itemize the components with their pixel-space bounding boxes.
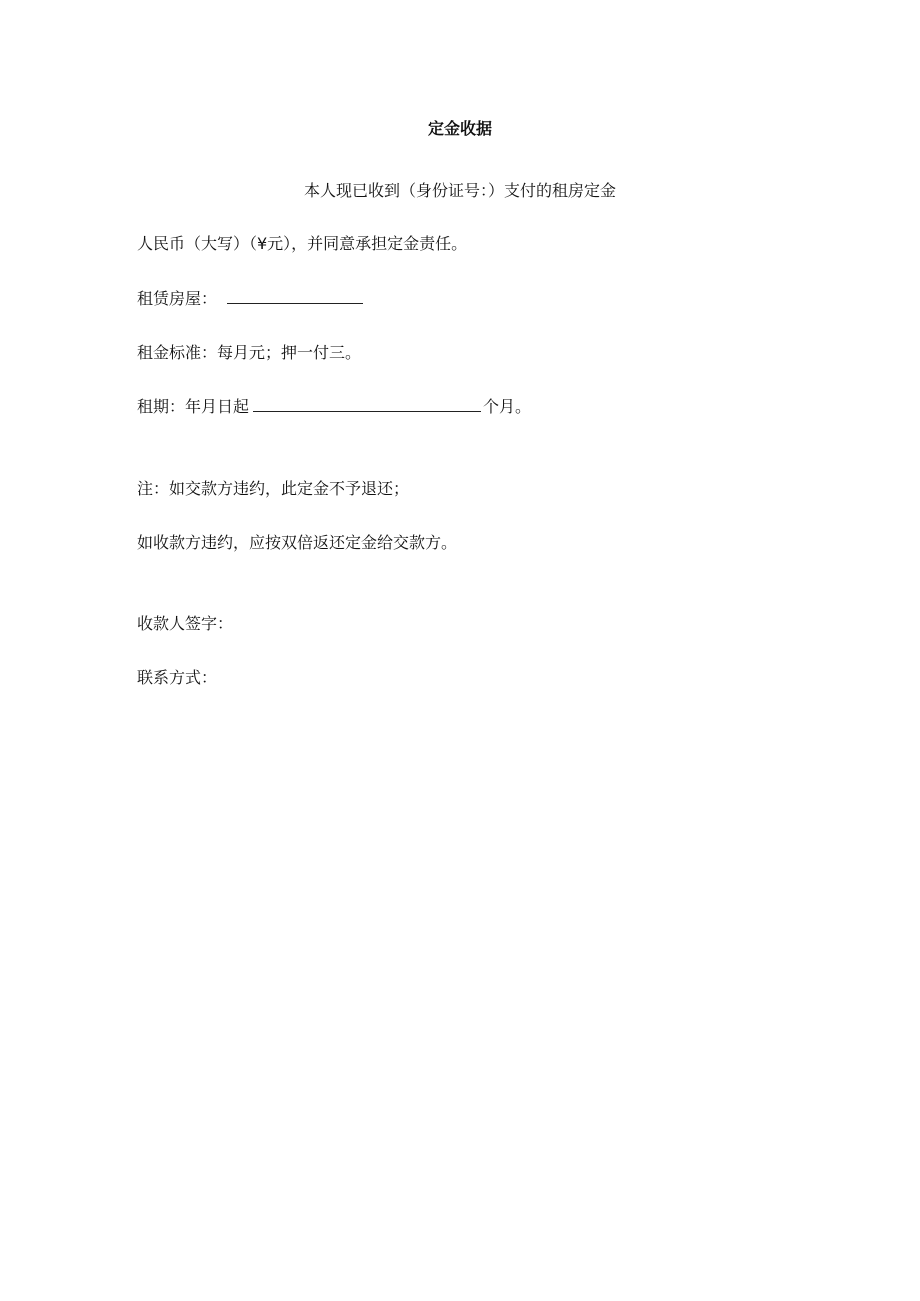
term-row: [137, 396, 531, 418]
amount-line: 人民币（大写）（¥元），并同意承担定金责任。: [137, 234, 468, 253]
note-line-2: 如收款方违约，应按双倍返还定金给交款方。: [137, 533, 458, 552]
intro-line: 本人现已收到（身份证号：）支付的租房定金: [303, 181, 616, 200]
term-blank-line: [253, 397, 481, 412]
document-title: 定金收据: [427, 119, 492, 138]
house-blank-line: [227, 289, 363, 304]
note-line-1: 注：如交款方违约，此定金不予退还；: [137, 479, 410, 498]
contact-label: 联系方式：: [137, 668, 218, 687]
house-label: 租赁房屋：: [137, 289, 218, 308]
signature-label: 收款人签字：: [137, 614, 234, 633]
house-row: [137, 288, 363, 310]
term-prefix: 租期：年月日起: [137, 397, 250, 416]
rent-line: 租金标准：每月元；押一付三。: [137, 343, 362, 362]
term-suffix: 个月。: [483, 397, 532, 416]
